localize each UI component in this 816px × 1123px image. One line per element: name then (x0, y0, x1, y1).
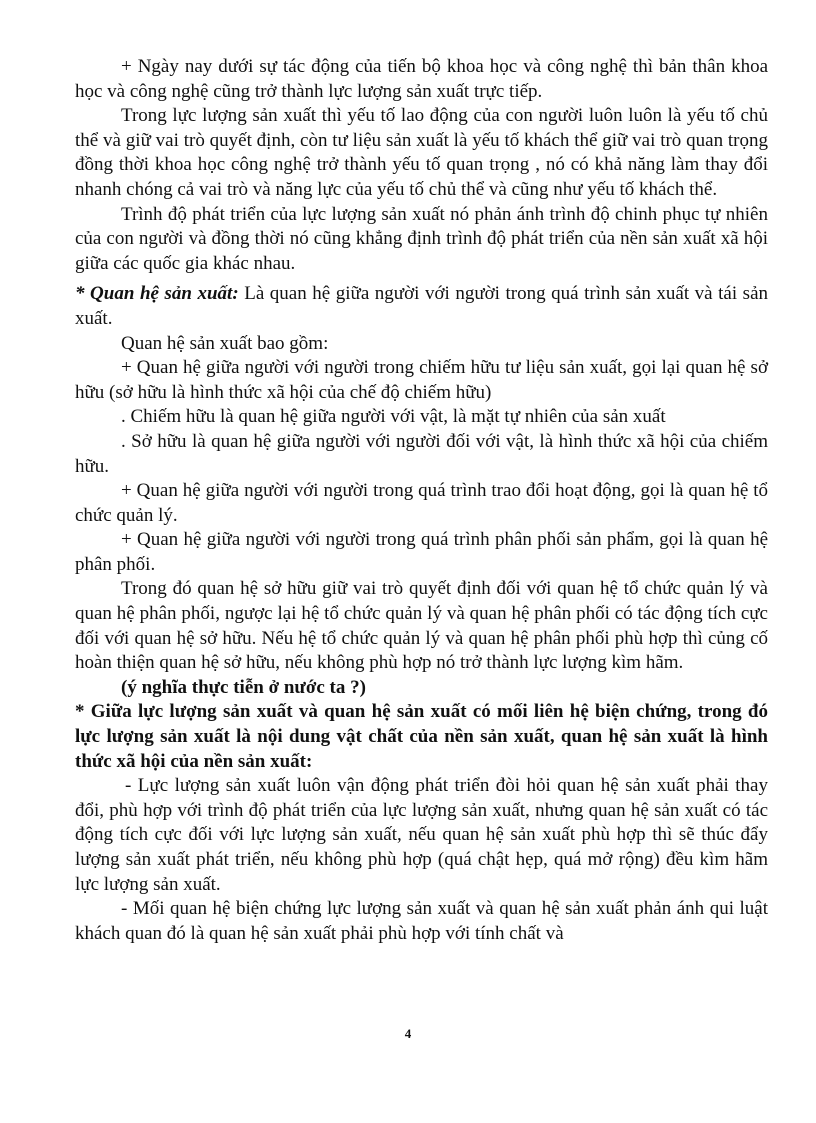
paragraph-science-productive-force: + Ngày nay dưới sự tác động của tiến bộ khoa học và công nghệ thì bản thân khoa học và công nghệ cũng trở thành lực lượng sản xuất trực tiếp. (75, 56, 768, 102)
paragraph-labor-factor: Trong lực lượng sản xuất thì yếu tố lao động của con người luôn luôn là yếu tố chủ thể và giữ vai trò quyết định, còn tư liệu sản xuất là yếu tố khách thể giữ vai trò quan trọng đồng thời khoa học công nghệ trở thành yếu tố quan trọng , nó có khả năng làm thay đổi nhanh chóng cả vai trò và năng lực của yếu tố chủ thể và cũng như yếu tố khách thể. (75, 105, 768, 200)
document-body (75, 55, 768, 946)
paragraph-includes: Quan hệ sản xuất bao gồm: (121, 332, 329, 354)
list-item-management: + Quan hệ giữa người với người trong quá trình trao đổi hoạt động, gọi là quan hệ tổ chức quản lý. (75, 480, 768, 526)
paragraph-forces-develop: - Lực lượng sản xuất luôn vận động phát triển đòi hỏi quan hệ sản xuất phải thay đổi, phù hợp với trình độ phát triển của lực lượng sản xuất, nhưng quan hệ sản xuất có tác động tích cực đối với lực lượng sản xuất, nếu quan hệ sản xuất phù hợp thì sẽ thúc đẩy lượng sản xuất phát triển, nếu không phù hợp (quá chật hẹp, quá mở rộng) đều kìm hãm lực lượng sản xuất. (75, 775, 768, 895)
definition-text: Là quan hệ giữa người với người trong quá trình sản xuất và tái sản xuất. (75, 283, 769, 329)
list-item-possession: . Chiếm hữu là quan hệ giữa người với vật, là mặt tự nhiên của sản xuất (121, 406, 666, 428)
page-number: 4 (404, 1026, 412, 1041)
list-item-distribution: + Quan hệ giữa người với người trong quá trình phân phối sản phẩm, gọi là quan hệ phân phối. (75, 529, 768, 575)
list-item-ownership-detail: . Sở hữu là quan hệ giữa người với người đối với vật, là hình thức xã hội của chiếm hữu. (75, 430, 768, 477)
heading-dialectical-relation: * Giữa lực lượng sản xuất và quan hệ sản xuất có mối liên hệ biện chứng, trong đó lực lượng sản xuất là nội dung vật chất của nền sản xuất, quan hệ sản xuất là hình thức xã hội của nền sản xuất: (75, 701, 768, 772)
paragraph-objective-law: - Mối quan hệ biện chứng lực lượng sản xuất và quan hệ sản xuất phản ánh qui luật khách quan đó là quan hệ sản xuất phải phù hợp với tính chất và (75, 898, 768, 944)
paragraph-production-relations-definition (75, 282, 768, 331)
section-label-production-relations: * Quan hệ sản xuất: (75, 283, 239, 305)
list-item-ownership: + Quan hệ giữa người với người trong chiếm hữu tư liệu sản xuất, gọi lại quan hệ sở hữu (sở hữu là hình thức xã hội của chế độ chiếm hữu) (75, 357, 768, 403)
paragraph-ownership-role: Trong đó quan hệ sở hữu giữ vai trò quyết định đối với quan hệ tổ chức quản lý và quan hệ phân phối, ngược lại hệ tổ chức quản lý và quan hệ phân phối có tác động tích cực đối với quan hệ sở hữu. Nếu hệ tổ chức quản lý và quan hệ phân phối phù hợp thì củng cố hoàn thiện quan hệ sở hữu, nếu không phù hợp nó trở thành lực lượng kìm hãm. (75, 578, 768, 674)
paragraph-practical-meaning: (ý nghĩa thực tiễn ở nước ta ?) (121, 676, 366, 698)
paragraph-development-level: Trình độ phát triển của lực lượng sản xuất nó phản ánh trình độ chinh phục tự nhiên của con người và đồng thời nó cũng khẳng định trình độ phát triển của nền sản xuất xã hội giữa các quốc gia khác nhau. (75, 203, 768, 274)
